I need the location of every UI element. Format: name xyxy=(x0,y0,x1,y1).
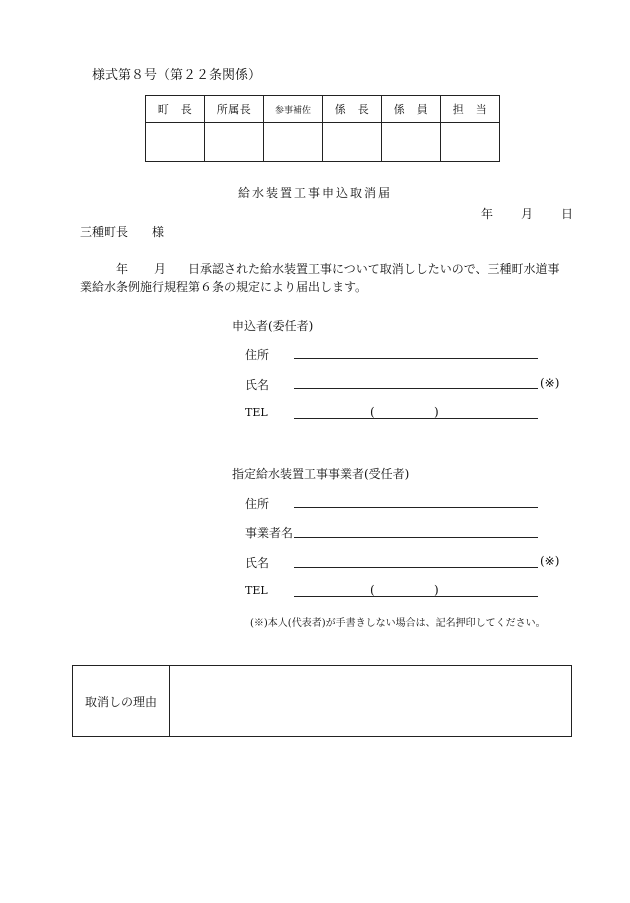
signature-note: (※)本人(代表者)が手書きしない場合は、記名押印してください。 xyxy=(250,618,546,629)
approval-stamp-table xyxy=(145,95,500,162)
applicant-address-field[interactable] xyxy=(294,357,538,359)
document-title: 給水装置工事申込取消届 xyxy=(237,186,392,200)
approval-header-staff: 係 員 xyxy=(382,96,441,123)
applicant-tel-field[interactable] xyxy=(294,417,538,419)
stamp-cell-in-charge[interactable] xyxy=(441,123,500,162)
approval-header-mayor: 町 長 xyxy=(146,96,205,123)
contractor-name-mark: (※) xyxy=(540,554,560,568)
approval-header-section-chief: 所属長 xyxy=(205,96,264,123)
approval-header-assistant: 参事補佐 xyxy=(264,96,323,123)
applicant-name-label: 氏名 xyxy=(245,378,270,392)
applicant-name-mark: (※) xyxy=(540,376,560,390)
applicant-heading: 申込者(委任者) xyxy=(232,319,314,333)
reason-field[interactable] xyxy=(170,666,571,736)
applicant-address-label: 住所 xyxy=(245,348,270,362)
approval-header-subsection-chief: 係 長 xyxy=(323,96,382,123)
approval-header-in-charge: 担 当 xyxy=(441,96,500,123)
date-month: 月 xyxy=(521,207,534,221)
stamp-cell-subsection-chief[interactable] xyxy=(323,123,382,162)
contractor-address-label: 住所 xyxy=(245,497,270,511)
body-main-text: 日承認された給水装置工事について取消ししたいので、三種町水道事業給水条例施行規程第６条の規定により届出します。 xyxy=(80,262,560,294)
applicant-tel-close-paren: ) xyxy=(434,405,439,419)
applicant-tel-label: TEL xyxy=(245,406,268,419)
stamp-cell-assistant[interactable] xyxy=(264,123,323,162)
contractor-name-label: 氏名 xyxy=(245,556,270,570)
applicant-name-field[interactable] xyxy=(294,387,538,389)
addressee: 三種町長 様 xyxy=(80,225,165,239)
form-number: 様式第８号（第２２条関係） xyxy=(92,68,262,83)
body-text xyxy=(80,260,570,296)
contractor-tel-label: TEL xyxy=(245,584,268,597)
date-day: 日 xyxy=(561,207,574,221)
contractor-business-field[interactable] xyxy=(294,536,538,538)
contractor-address-field[interactable] xyxy=(294,506,538,508)
contractor-tel-field[interactable] xyxy=(294,595,538,597)
contractor-heading: 指定給水装置工事事業者(受任者) xyxy=(232,467,410,481)
date-year: 年 xyxy=(481,207,494,221)
body-month: 月 xyxy=(154,262,167,276)
reason-box xyxy=(72,665,572,737)
applicant-tel-open-paren: ( xyxy=(370,405,375,419)
body-year: 年 xyxy=(116,262,129,276)
stamp-cell-section-chief[interactable] xyxy=(205,123,264,162)
contractor-tel-close-paren: ) xyxy=(434,583,439,597)
contractor-business-label: 事業者名 xyxy=(245,526,294,540)
stamp-cell-mayor[interactable] xyxy=(146,123,205,162)
contractor-tel-open-paren: ( xyxy=(370,583,375,597)
stamp-cell-staff[interactable] xyxy=(382,123,441,162)
contractor-name-field[interactable] xyxy=(294,566,538,568)
date-line xyxy=(481,205,573,222)
reason-label: 取消しの理由 xyxy=(73,666,170,736)
